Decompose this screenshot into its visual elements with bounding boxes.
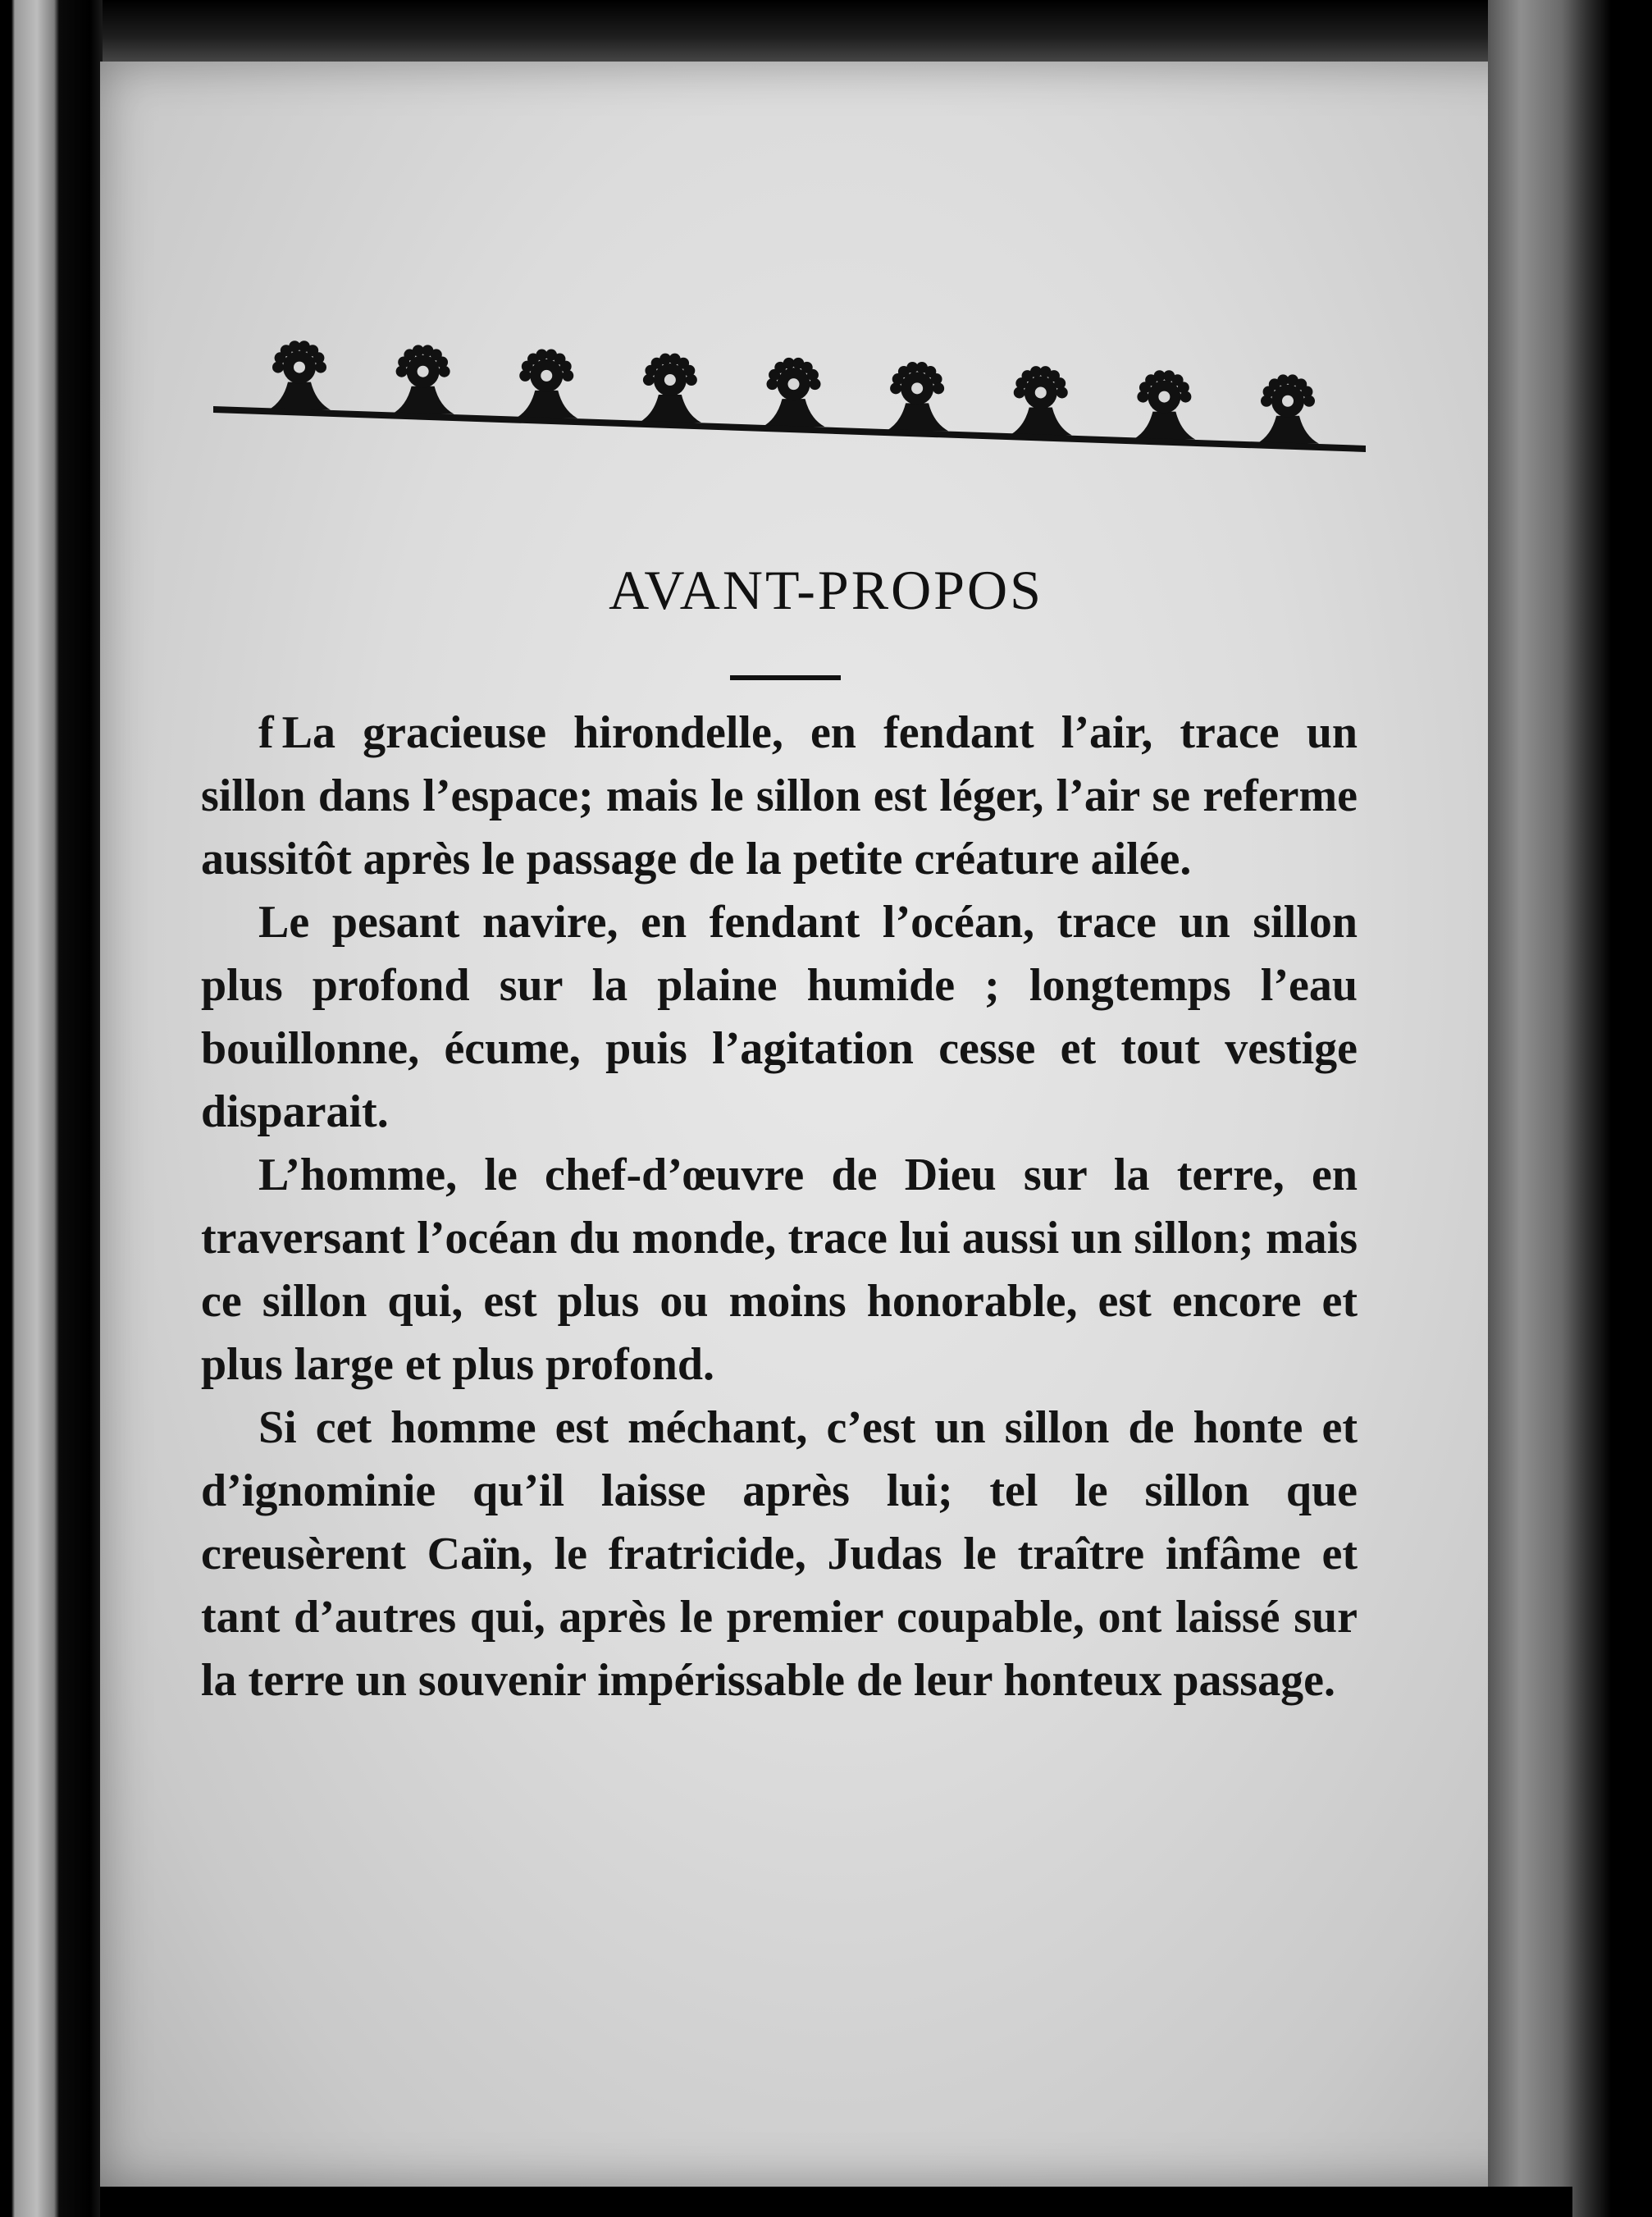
paragraph-text: La gracieuse hirondelle, en fendant l’air, trace un sillon dans l’espace; mais le sillon est léger, l’air se referme aussitôt après le passage de la petite créature ailée. (201, 707, 1358, 885)
fleuron-icon (639, 354, 701, 423)
fleuron-icon (886, 362, 948, 431)
fleuron-icon (268, 341, 331, 409)
paragraph-marker: f (258, 707, 274, 758)
fleuron-icon (1257, 374, 1319, 443)
page-title: AVANT-PROPOS (609, 559, 1043, 621)
fleuron-icon (392, 345, 454, 414)
fleuron-icon (515, 350, 577, 418)
scan-bottom-edge (100, 2187, 1572, 2217)
fleuron-icon (763, 358, 825, 427)
body-text (201, 702, 1358, 1712)
scan-right-edge (1488, 0, 1652, 2217)
fleuron-icon (1010, 366, 1072, 435)
fleuron-icon (1133, 370, 1195, 439)
scan-top-edge (100, 0, 1572, 62)
scan-left-binding (0, 0, 103, 2217)
paragraph-4: Si cet homme est méchant, c’est un sillon de honte et d’ignominie qu’il laisse après lui; tel le sillon que creusèrent Caïn, le fratricide, Judas le traître infâme et tant d’autres qui, après le premier coupable, ont laissé sur la terre un souvenir impérissable de leur honteux passage. (201, 1402, 1358, 1706)
ornamental-rule (213, 328, 1366, 459)
paragraph-2: Le pesant navire, en fendant l’océan, trace un sillon plus profond sur la plaine humide ; longtemps l’eau bouillonne, écume, puis l’agitation cesse et tout vestige disparait. (201, 897, 1358, 1137)
paragraph-3: L’homme, le chef-d’œuvre de Dieu sur la terre, en traversant l’océan du monde, trace lui aussi un sillon; mais ce sillon qui, est plus ou moins honorable, est encore et plus large et plus profond. (201, 1150, 1358, 1390)
title-underline (730, 675, 841, 680)
paragraph-1 (201, 702, 1358, 891)
